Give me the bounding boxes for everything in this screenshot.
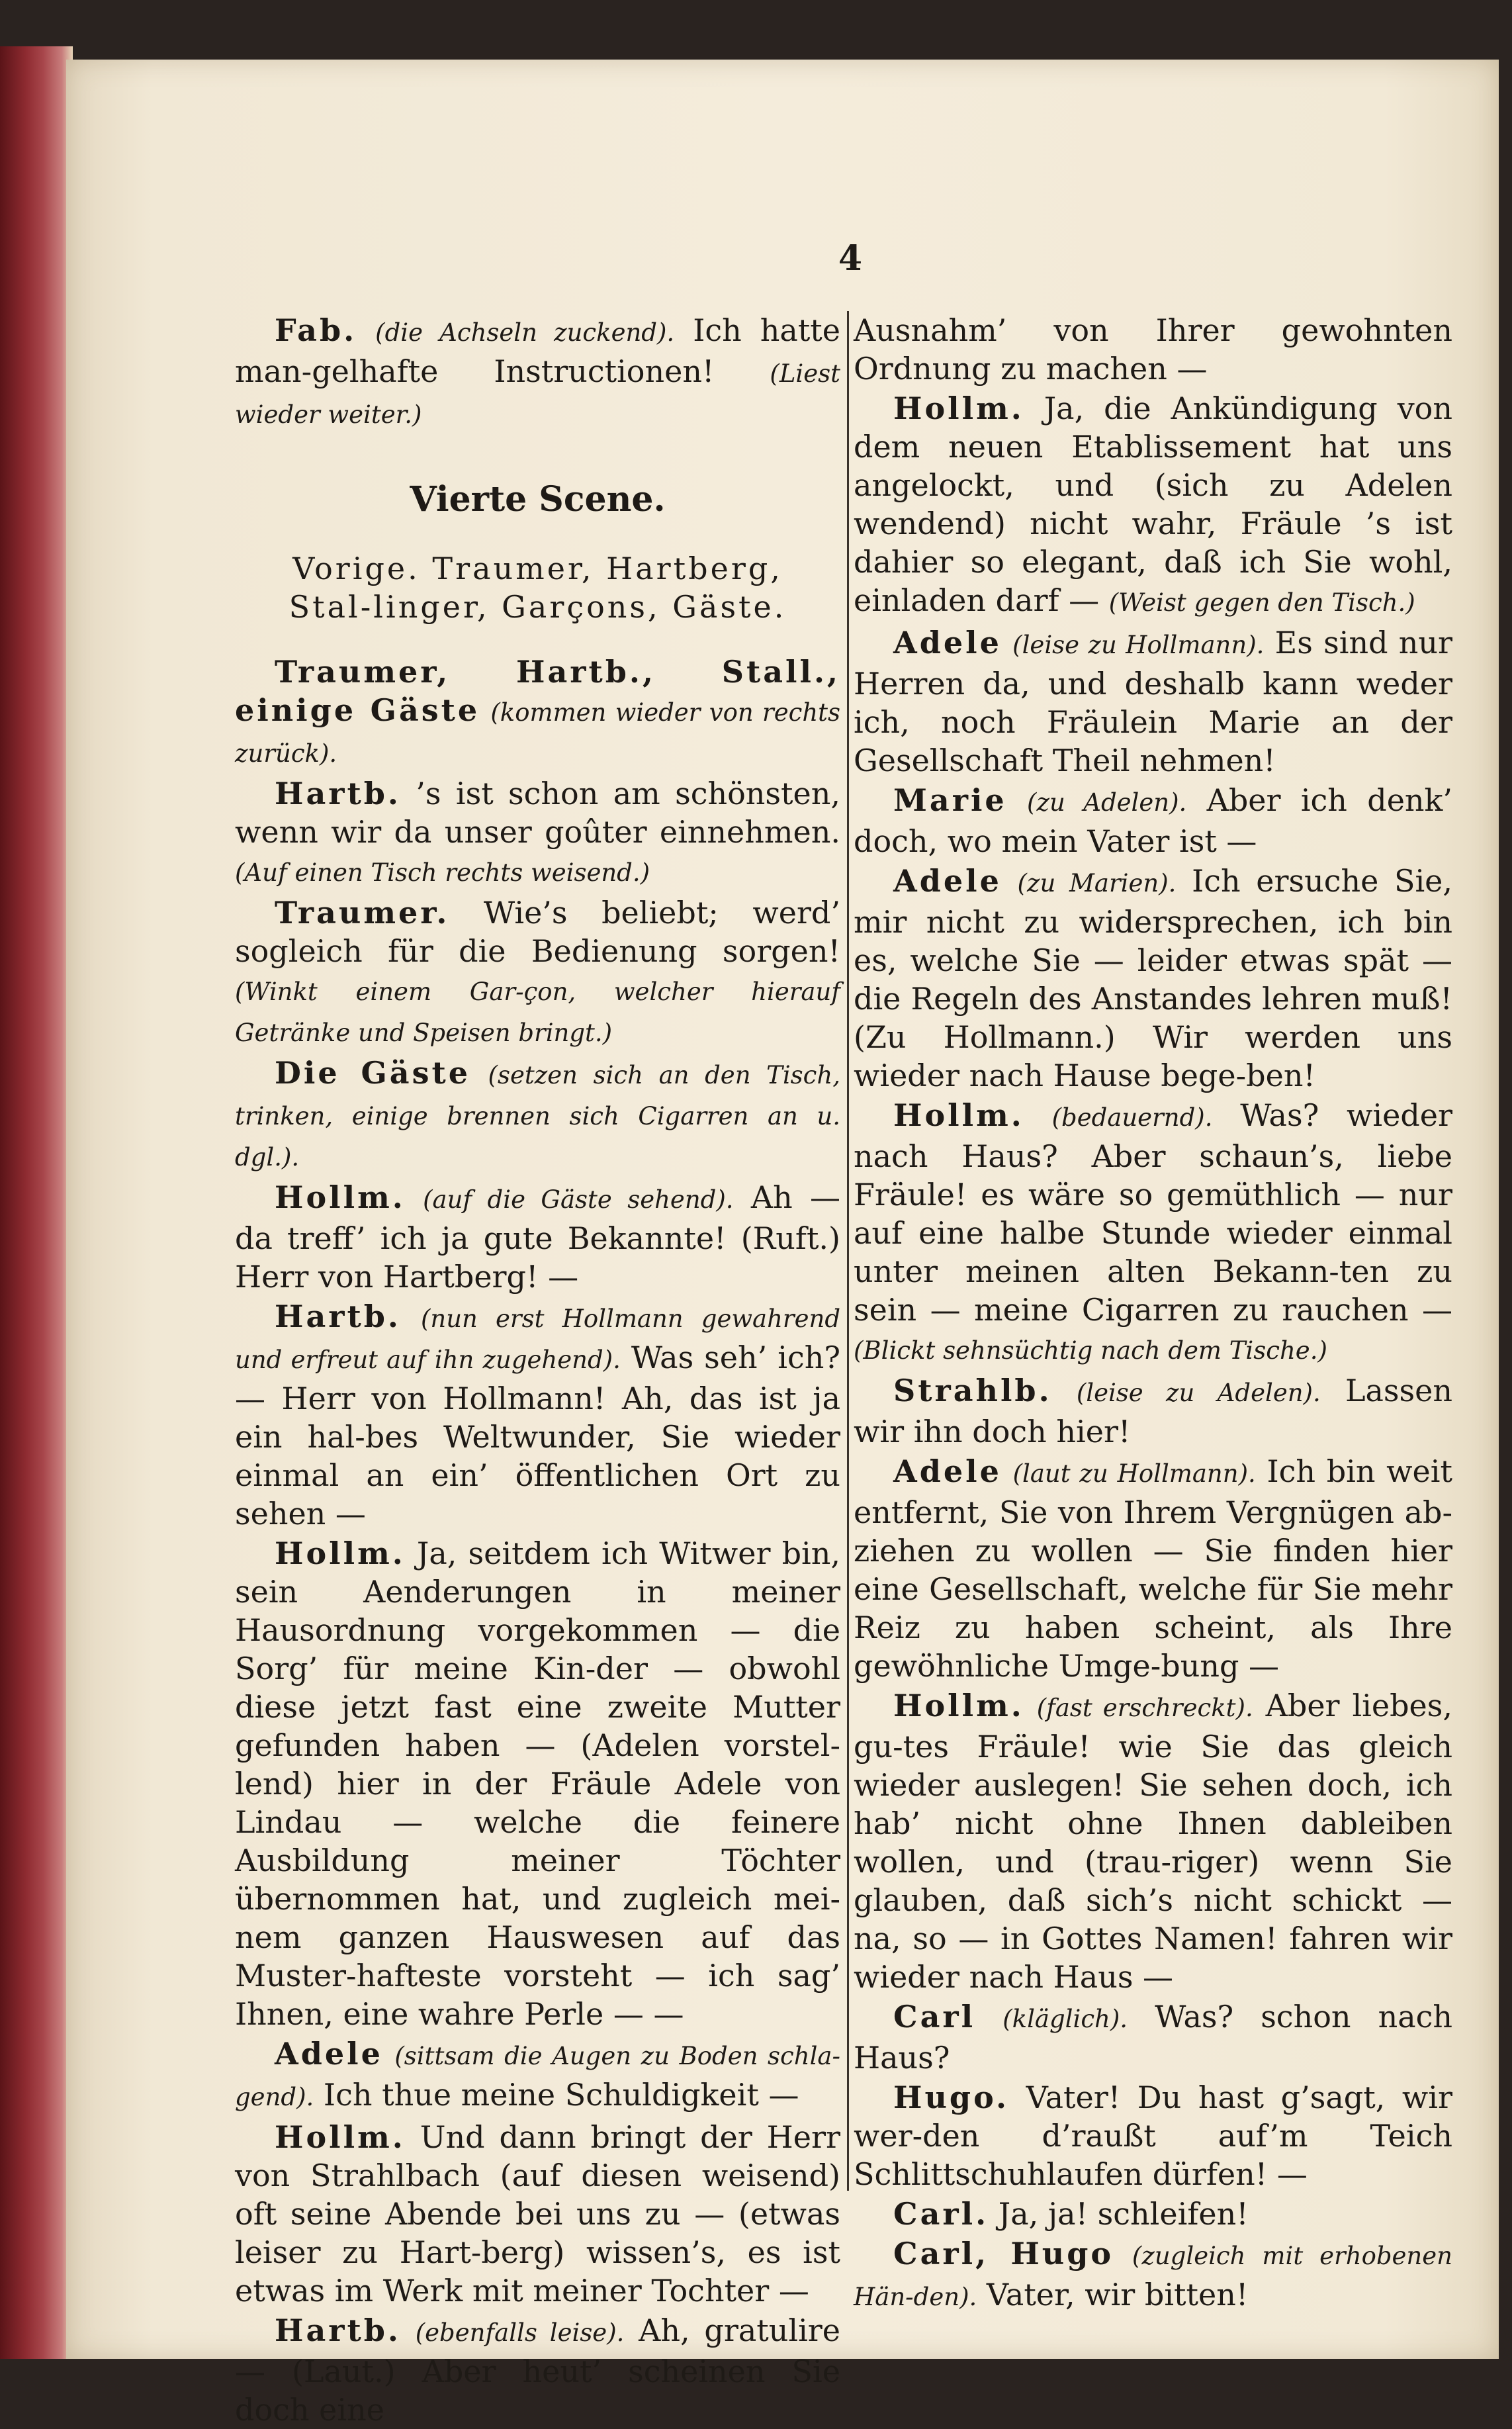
speaker-name: Hollm.: [275, 1535, 406, 1571]
speech: [854, 1096, 1452, 1370]
speech-text: Ich hatte man-gelhafte Instructionen!: [235, 312, 841, 389]
stage-direction: (fast erschreckt).: [1036, 1694, 1253, 1722]
speaker-name: Adele: [275, 2036, 383, 2072]
speaker-name: Hollm.: [893, 1097, 1024, 1133]
speech-text: Was? wieder nach Haus? Aber schaun’s, liebe Fräule! es wäre so gemüthlich — nur auf eine halbe Stunde wieder einmal unter meinen alten Bekann-ten zu sein — meine Cigarren zu rauchen —: [854, 1097, 1452, 1328]
speech: [235, 2035, 840, 2117]
stage-direction: (auf die Gäste sehend).: [423, 1185, 734, 1214]
speech-text: Es sind nur Herren da, und deshalb kann weder ich, noch Fräulein Marie an der Gesellschaft Theil nehmen!: [854, 625, 1453, 778]
speaker-name: Adele: [893, 1453, 1002, 1489]
left-column: [235, 311, 841, 2428]
speech: [235, 2118, 840, 2310]
speech-text: Aber ich denk’ doch, wo mein Vater ist —: [854, 782, 1453, 859]
stage-direction: (zu Marien).: [1017, 869, 1177, 897]
speaker-name: Traumer, Hartb., Stall., einige Gäste: [235, 654, 840, 728]
stage-direction: (Weist gegen den Tisch.): [1108, 588, 1415, 617]
stage-direction: (kläglich).: [1002, 2005, 1128, 2033]
stage-direction: (Winkt einem Gar-çon, welcher hierauf Getränke und Speisen bringt.): [235, 978, 840, 1047]
speaker-name: Fab.: [275, 312, 357, 348]
speaker-name: Hollm.: [893, 1688, 1024, 1723]
page-number: 4: [838, 238, 863, 279]
speech-text: Ah — da treff’ ich ja gute Bekannte! (Ruft.) Herr von Hartberg! —: [235, 1179, 841, 1295]
stage-direction: (zugleich mit erhobenen Hän-den).: [854, 2242, 1452, 2311]
speaker-name: Hartb.: [275, 1299, 401, 1334]
speaker-name: Die Gäste: [275, 1055, 471, 1091]
speaker-name: Hugo.: [893, 2080, 1009, 2115]
stage-direction: (leise zu Adelen).: [1076, 1379, 1321, 1407]
speaker-name: Hartb.: [275, 776, 401, 811]
stage-direction: (laut zu Hollmann).: [1012, 1459, 1256, 1488]
speech-text: Aber liebes, gu-tes Fräule! wie Sie das gleich wieder auslegen! Sie sehen doch, ich hab’ nicht ohne Ihnen dableiben wollen, und (trau-riger) wenn Sie glauben, daß sich’s nicht schickt — na, so — in Gottes Namen! fahren wir wieder nach Haus —: [854, 1688, 1452, 1995]
stage-direction: (Blickt sehnsüchtig nach dem Tische.): [854, 1336, 1327, 1365]
stage-direction: (die Achseln zuckend).: [375, 318, 675, 347]
speaker-name: Hollm.: [275, 2119, 406, 2155]
speech: [235, 1054, 840, 1177]
speech: [235, 774, 840, 892]
speaker-name: Adele: [893, 625, 1002, 661]
stage-direction: (bedauernd).: [1051, 1103, 1213, 1132]
speaker-name: Adele: [893, 863, 1002, 899]
speech: [854, 781, 1452, 860]
stage-direction: (Liest wieder weiter.): [235, 359, 840, 429]
speech-text: Vater, wir bitten!: [986, 2277, 1249, 2313]
speech: [854, 1686, 1452, 1996]
cast-list: Vorige. Traumer, Hartberg, Stal-linger, Garçons, Gäste.: [289, 551, 787, 625]
speaker-name: Strahlb.: [893, 1373, 1052, 1408]
speech: [235, 2311, 840, 2429]
speech-text: Ja, seitdem ich Witwer bin, sein Aenderungen in meiner Hausordnung vorgekommen — die Sorg’ für meine Kin-der — obwohl diese jetzt fast eine zweite Mutter gefunden haben — (Adelen vorstel-lend) hier in der Fräule Adele von Lindau — welche die feinere Ausbildung meiner Töchter übernommen hat, und zugleich mei-nem ganzen Hauswesen auf das Muster-hafteste vorsteht — ich sag’ Ihnen, eine wahre Perle — —: [235, 1535, 840, 2032]
speech-text: Ich ersuche Sie, mir nicht zu widersprechen, ich bin es, welche Sie — leider etwas spät — die Regeln des Anstandes lehren muß! (Zu Hollmann.) Wir werden uns wieder nach Hause bege-ben!: [854, 863, 1453, 1093]
right-column: [854, 311, 1453, 2313]
speech: [235, 1534, 840, 2033]
speaker-name: Carl, Hugo: [893, 2236, 1114, 2271]
stage-direction: (Auf einen Tisch rechts weisend.): [235, 858, 650, 887]
speech-text: Ja, ja! schleifen!: [998, 2196, 1249, 2232]
speech: [854, 2195, 1452, 2233]
stage-direction: (kommen wieder von rechts zurück).: [235, 698, 841, 768]
stage-direction: (zu Adelen).: [1027, 788, 1187, 817]
speech: [235, 894, 840, 1052]
speaker-name: Traumer.: [275, 895, 450, 931]
speech-text: Und dann bringt der Herr von Strahlbach (auf diesen weisend) oft seine Abende bei uns zu — (etwas leiser zu Hart-berg) wissen’s, es ist etwas im Werk mit meiner Tochter —: [235, 2119, 840, 2309]
speech-continuation: Ausnahm’ von Ihrer gewohnten Ordnung zu machen —: [854, 312, 1452, 387]
book-edge: [0, 46, 73, 2359]
speech: [854, 862, 1452, 1095]
speech: [854, 1997, 1452, 2077]
column-divider: [847, 311, 849, 2191]
speech-text: Ich bin weit entfernt, Sie von Ihrem Vergnügen ab-ziehen zu wollen — Sie finden hier eine Gesellschaft, welche für Sie mehr Reiz zu haben scheint, als Ihre gewöhnliche Umge-bung —: [854, 1453, 1452, 1684]
speech: [235, 311, 840, 434]
speaker-name: Marie: [893, 782, 1007, 818]
speech-text: Ich thue meine Schuldigkeit —: [323, 2077, 799, 2113]
stage-direction: (sittsam die Augen zu Boden schla-gend).: [235, 2042, 840, 2111]
speech-text: Was seh’ ich? — Herr von Hollmann! Ah, das ist ja ein hal-bes Weltwunder, Sie wieder einmal an ein’ öffentlichen Ort zu sehen —: [235, 1340, 840, 1532]
stage-direction: (leise zu Hollmann).: [1012, 631, 1265, 659]
speech-text: Vater! Du hast g’sagt, wir wer-den d’raußt auf’m Teich Schlittschuhlaufen dürfen! —: [854, 2080, 1452, 2192]
speech: [854, 2078, 1452, 2193]
speaker-name: Carl.: [893, 2196, 989, 2232]
stage-direction: (nun erst Hollmann gewahrend und erfreut auf ihn zugehend).: [235, 1305, 841, 1374]
speech-text: Lassen wir ihn doch hier!: [854, 1373, 1452, 1449]
speech-text: Ja, die Ankündigung von dem neuen Etablissement hat uns angelockt, und (sich zu Adelen wendend) nicht wahr, Fräule ’s ist dahier so elegant, daß ich Sie wohl, einladen darf —: [854, 390, 1452, 618]
stage-direction: (ebenfalls leise).: [415, 2318, 625, 2347]
speech-text: ’s ist schon am schönsten, wenn wir da unser goûter einnehmen.: [235, 776, 840, 850]
speaker-name: Hartb.: [275, 2313, 401, 2348]
speaker-name: Hollm.: [893, 390, 1024, 426]
speech-text: Was? schon nach Haus?: [854, 1999, 1453, 2076]
speech-text: Wie’s beliebt; werd’ sogleich für die Bedienung sorgen!: [235, 895, 841, 969]
speaker-name: Carl: [893, 1999, 976, 2035]
speech-text: Ah, gratulire — (Laut.) Aber heut’ scheinen Sie doch eine: [235, 2313, 841, 2428]
speech: [854, 1452, 1452, 1685]
stage-direction: (setzen sich an den Tisch, trinken, einige brennen sich Cigarren an u. dgl.).: [235, 1061, 840, 1171]
speech: [854, 389, 1452, 622]
speech: [235, 653, 840, 773]
scene-title: Vierte Scene.: [410, 479, 666, 520]
speech: [854, 1371, 1452, 1451]
speech: [235, 1297, 840, 1533]
speech: [235, 1178, 840, 1296]
speech: [854, 623, 1452, 780]
speaker-name: Hollm.: [275, 1179, 406, 1215]
speech: [854, 2234, 1452, 2316]
